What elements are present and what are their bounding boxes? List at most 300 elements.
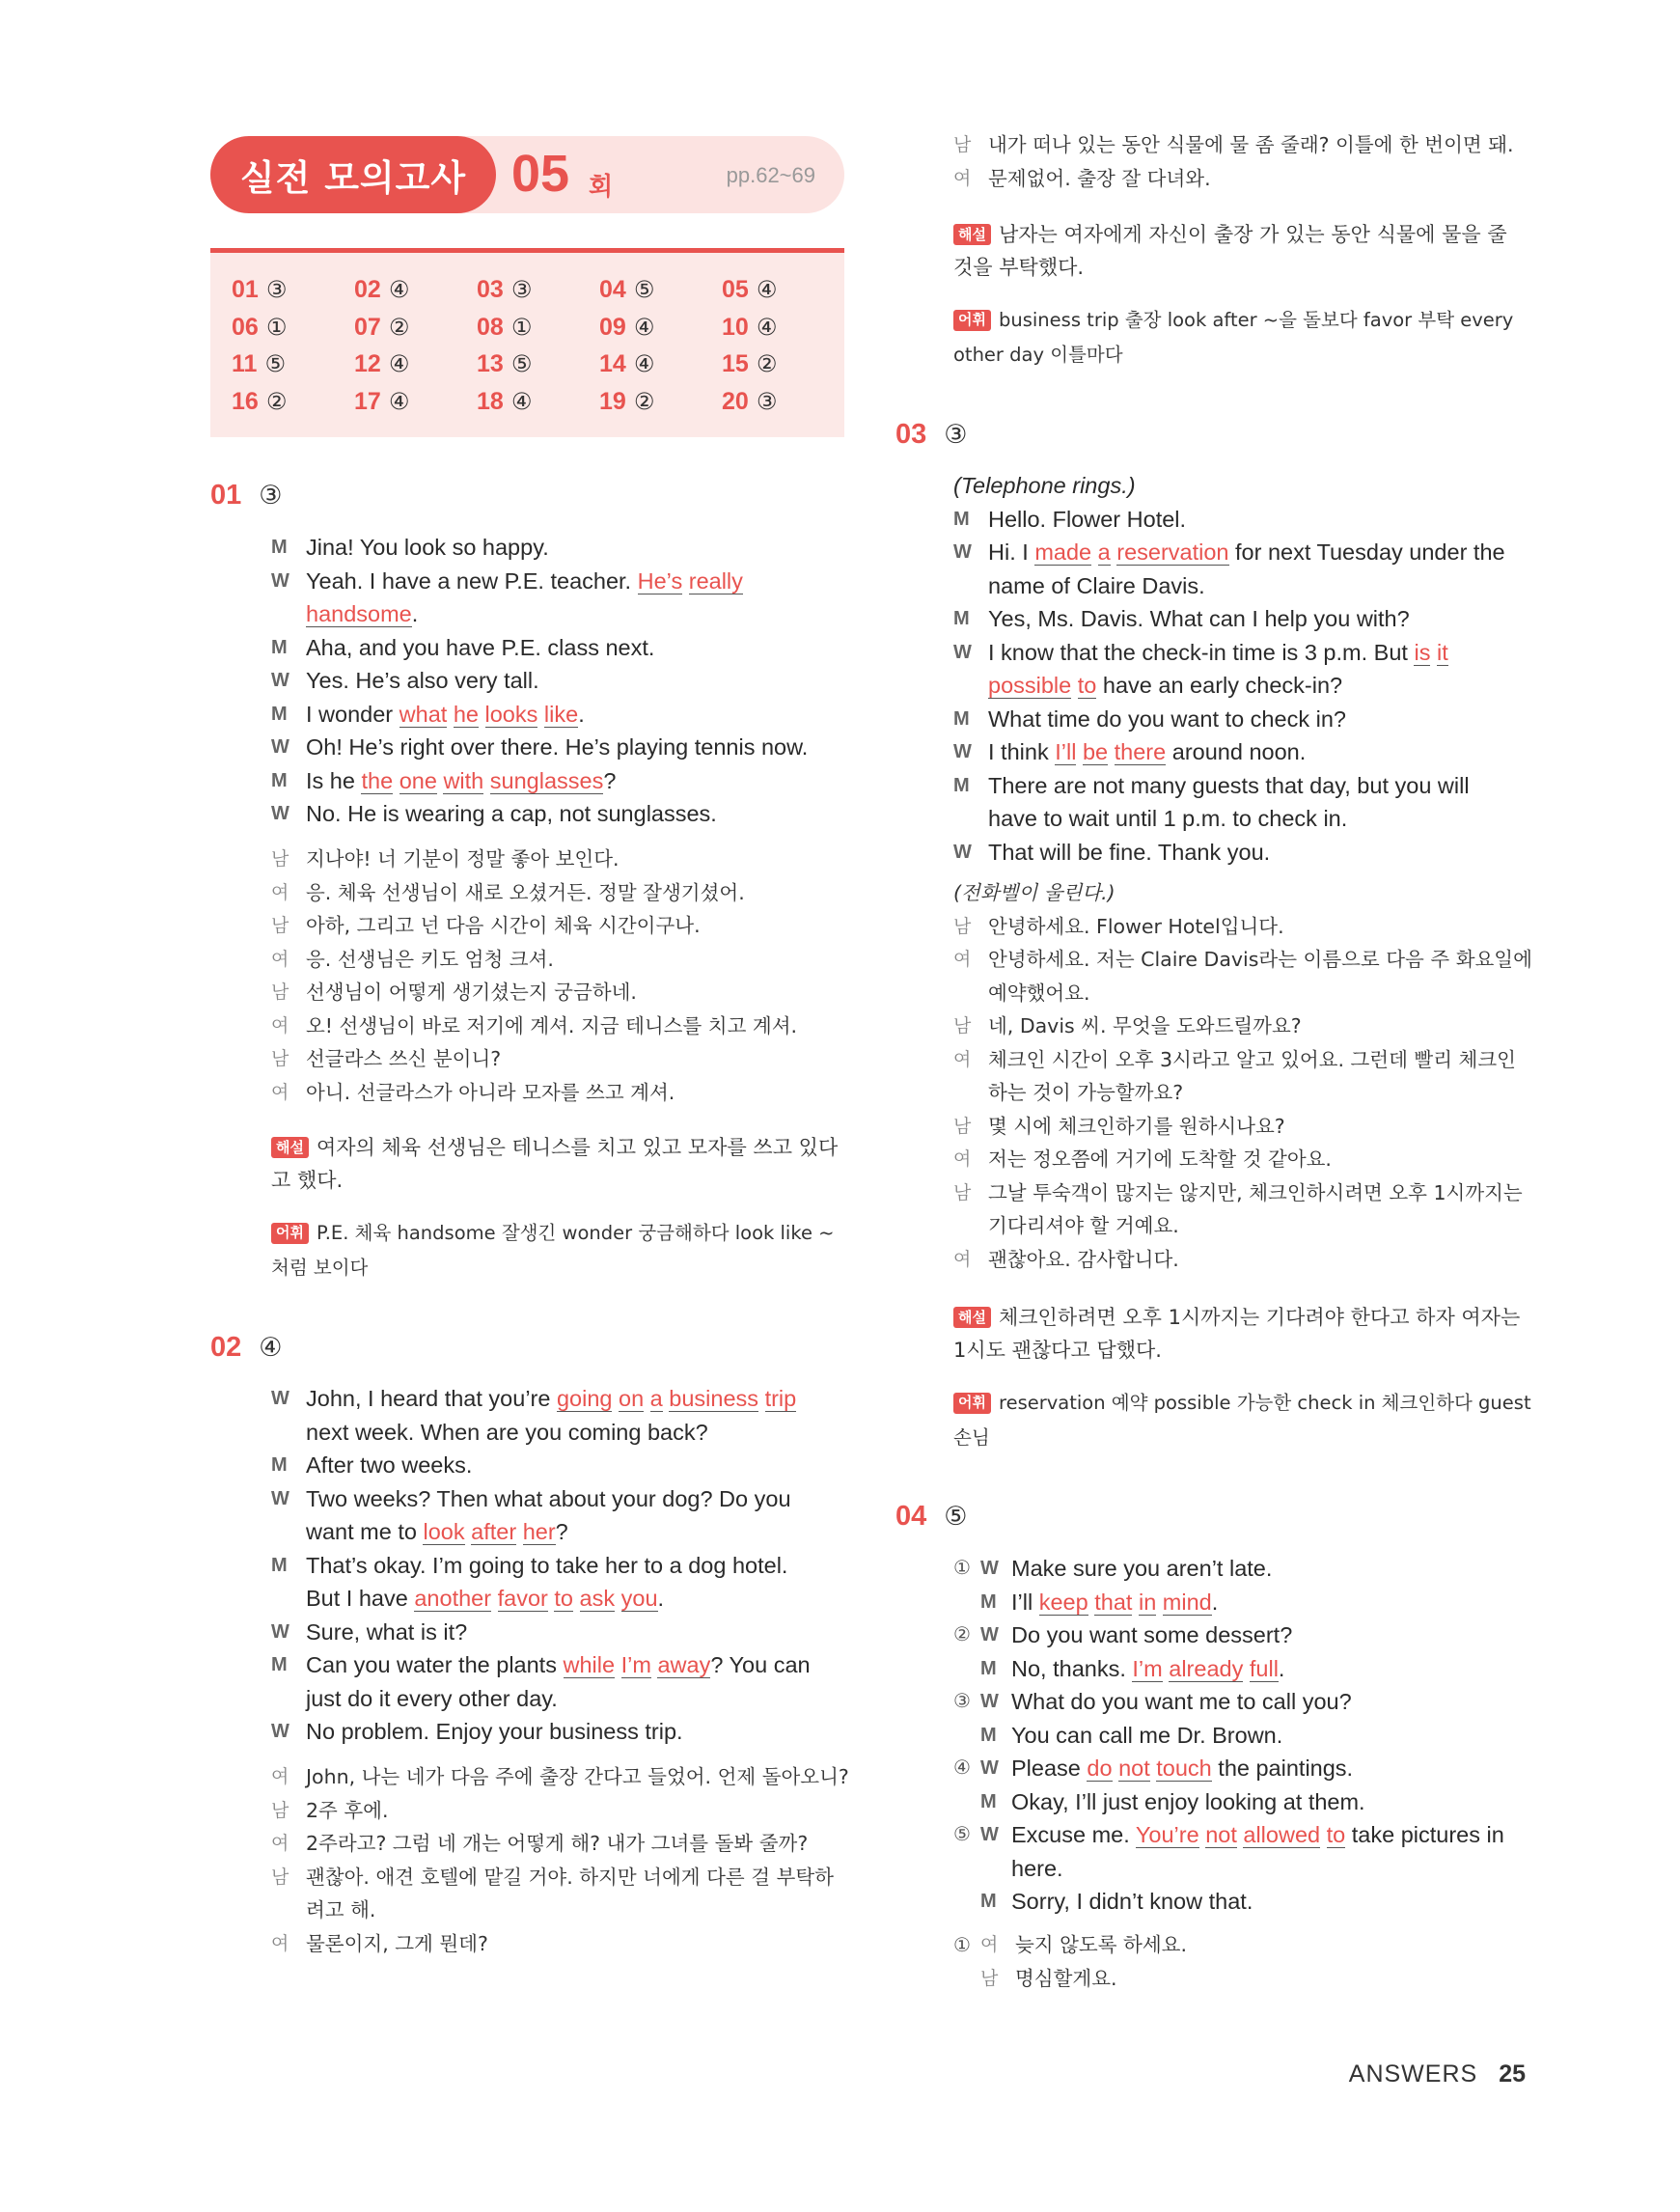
answer-choice: ⑤ [510, 350, 533, 377]
speaker-label: W [271, 803, 289, 824]
speaker-label [953, 669, 988, 703]
dialogue-fragment: Excuse me. [1011, 1822, 1136, 1847]
answer-choice: ④ [633, 313, 655, 341]
answer-choice: ① [510, 313, 533, 341]
speaker-label: 남 [271, 848, 289, 870]
dictation-blank: business [669, 1386, 759, 1411]
dialogue-text [306, 731, 850, 764]
dialogue-line [953, 503, 1532, 537]
dialogue-fragment [615, 1652, 621, 1677]
translation-line [271, 909, 850, 943]
dialogue-fragment: I think [988, 739, 1056, 764]
dialogue-line [953, 1618, 1532, 1652]
dictation-blank: not [1205, 1822, 1237, 1847]
option-number: ② [953, 1624, 971, 1645]
dialogue-line [953, 1552, 1532, 1586]
question-answer: ③ [944, 420, 968, 450]
answer-cell [599, 350, 722, 388]
answer-cell [354, 350, 477, 388]
dictation-blank: sunglasses [489, 767, 604, 793]
dialogue-fragment [483, 768, 490, 793]
dictation-blank: to [554, 1586, 573, 1611]
translation-line [953, 1928, 1532, 1962]
answer-key-grid [210, 248, 844, 437]
dictation-blank: you [620, 1586, 658, 1611]
speaker-label: 남 [980, 1967, 999, 1989]
question-03-dialogue-wrap [953, 469, 1532, 869]
option-number: ④ [953, 1757, 971, 1779]
question-number: 02 [210, 1332, 242, 1363]
dialogue-text [306, 664, 850, 698]
dialogue-line [271, 631, 850, 665]
answer-cell [232, 350, 354, 388]
answer-cell [477, 350, 599, 388]
dialogue-line [271, 764, 850, 798]
answer-choice: ⑤ [633, 276, 655, 303]
answer-cell [354, 276, 477, 314]
question-02-heading [210, 1332, 282, 1364]
dictation-blank: He’s [637, 567, 683, 594]
dictation-blank: allowed [1243, 1822, 1321, 1847]
dialogue-fragment: next week. When are you coming back? [306, 1419, 708, 1445]
dictation-blank: with [443, 767, 484, 793]
dialogue-line [953, 769, 1532, 803]
answer-number: 10 [722, 313, 749, 341]
answer-number: 11 [232, 350, 258, 377]
dialogue-text [1011, 1752, 1532, 1785]
dictation-blank: what [399, 701, 448, 727]
dictation-blank: made [1034, 539, 1092, 565]
dialogue-fragment [615, 1586, 621, 1611]
dialogue-fragment: . [1278, 1655, 1285, 1681]
dialogue-line [271, 1382, 850, 1416]
dialogue-fragment: ? You can [710, 1652, 811, 1677]
translation-text: 저는 정오쯤에 거기에 도착할 것 같아요. [988, 1147, 1332, 1171]
answer-choice: ③ [265, 276, 288, 303]
translation-line [953, 1243, 1532, 1277]
translation-text: 2주 후에. [306, 1798, 389, 1822]
vocab-text: reservation 예약 possible 가능한 check in 체크인하다 guest 손님 [953, 1392, 1531, 1449]
speaker-label: M [271, 1454, 288, 1476]
speaker-label: 여 [271, 1833, 289, 1854]
translation-line [271, 843, 850, 876]
question-04-heading [895, 1501, 967, 1533]
dialogue-text [988, 536, 1532, 569]
question-02-explanation [953, 218, 1532, 284]
dialogue-fragment: Sure, what is it? [306, 1618, 468, 1645]
dictation-blank: it [1436, 639, 1448, 665]
dialogue-line [953, 1586, 1532, 1619]
speaker-label: 여 [271, 1766, 289, 1787]
question-02-dialogue [271, 1382, 850, 1749]
speaker-label: W [953, 641, 972, 663]
dictation-blank: I’m [620, 1652, 651, 1677]
dialogue-line [953, 1818, 1532, 1852]
translation-text: 몇 시에 체크인하기를 원하시나요? [988, 1114, 1285, 1138]
dialogue-fragment: That’s okay. I’m going to take her to a dog hotel. [306, 1552, 788, 1578]
dialogue-fragment: ? [603, 767, 617, 793]
answer-number: 19 [599, 387, 626, 415]
answer-choice: ③ [756, 387, 778, 415]
question-answer: ⑤ [944, 1502, 968, 1532]
answer-choice: ③ [510, 276, 533, 303]
speaker-label: W [980, 1624, 999, 1645]
question-03-translation [953, 910, 1532, 1277]
dictation-blank: he [453, 701, 479, 727]
answer-choice: ④ [633, 350, 655, 377]
speaker-label: W [271, 670, 289, 691]
dialogue-text [988, 735, 1532, 769]
question-02-vocab [953, 302, 1532, 372]
speaker-label: 남 [271, 1799, 289, 1821]
speaker-label: W [271, 1721, 289, 1742]
question-number: 01 [210, 480, 242, 511]
dialogue-line [953, 1752, 1532, 1785]
dictation-blank: reservation [1116, 539, 1229, 565]
answer-number: 17 [354, 387, 381, 415]
dialogue-line [271, 797, 850, 831]
dictation-blank: touch [1156, 1756, 1212, 1781]
page-number: 25 [1499, 2060, 1526, 2088]
speaker-label: 여 [953, 1048, 972, 1070]
dialogue-fragment: . [657, 1586, 665, 1611]
dialogue-line [271, 1449, 850, 1482]
stage-direction-korean: (전화벨이 울린다.) [953, 881, 1115, 904]
dictation-blank: not [1118, 1756, 1150, 1781]
dictation-blank: in [1138, 1589, 1157, 1615]
dialogue-line [271, 731, 850, 764]
translation-text: John, 나는 네가 다음 주에 출장 간다고 들었어. 언제 돌아오니? [306, 1765, 849, 1788]
question-02-translation-part1 [271, 1760, 850, 1960]
dialogue-line [271, 597, 850, 631]
dialogue-fragment: That will be fine. Thank you. [988, 839, 1271, 865]
dialogue-line [271, 1582, 850, 1616]
question-01-explanation [271, 1131, 850, 1197]
dialogue-fragment: the paintings. [1211, 1756, 1354, 1781]
dialogue-fragment: I’ll [1011, 1589, 1039, 1615]
speaker-label: M [953, 774, 970, 796]
translation-line [953, 162, 1532, 196]
speaker-label: W [271, 569, 289, 592]
dictation-blank: on [619, 1386, 645, 1411]
dictation-blank: look [423, 1519, 465, 1544]
dictation-blank: handsome [306, 601, 412, 626]
answer-choice: ④ [510, 387, 533, 415]
explanation-text: 체크인하려면 오후 1시까지는 기다려야 한다고 하자 여자는 1시도 괜찮다고 답했다. [953, 1306, 1521, 1362]
speaker-label: W [980, 1824, 999, 1845]
dialogue-line [953, 802, 1532, 836]
speaker-label: 남 [271, 915, 289, 936]
dialogue-fragment: name of Claire Davis. [988, 572, 1205, 598]
dialogue-fragment: have to wait until 1 p.m. to check in. [988, 806, 1348, 831]
answer-number: 02 [354, 276, 381, 303]
translation-line [271, 1076, 850, 1110]
dialogue-fragment: What do you want me to call you? [1011, 1689, 1352, 1714]
test-header [210, 136, 844, 213]
vocab-tag: 어휘 [953, 1393, 991, 1414]
answer-number: 15 [722, 350, 749, 377]
answer-choice: ② [633, 387, 655, 415]
dictation-blank: after [471, 1519, 517, 1544]
translation-line [271, 1927, 850, 1961]
dictation-blank: be [1082, 739, 1109, 764]
dictation-blank: like [543, 701, 579, 727]
dictation-blank: do [1087, 1756, 1113, 1781]
test-title: 실전 모의고사 [210, 136, 496, 213]
dialogue-fragment [758, 1386, 765, 1411]
translation-text: 내가 떠나 있는 동안 식물에 물 좀 줄래? 이틀에 한 번이면 돼. [988, 133, 1514, 156]
translation-text: 아하, 그리고 넌 다음 시간이 체육 시간이구나. [306, 914, 701, 937]
translation-text: 선글라스 쓰신 분이니? [306, 1047, 502, 1070]
speaker-label: M [271, 769, 288, 791]
dialogue-fragment: Is he [306, 767, 362, 793]
speaker-label [980, 1852, 1011, 1886]
translation-text: 선생님이 어떻게 생기셨는지 궁금하네. [306, 981, 637, 1004]
answer-cell [599, 276, 722, 314]
speaker-label: W [980, 1757, 999, 1779]
dialogue-fragment: John, I heard that you’re [306, 1386, 557, 1411]
dialogue-text [306, 1715, 850, 1749]
dialogue-line [953, 1852, 1532, 1886]
answer-row [232, 314, 844, 351]
option-number: ① [953, 1558, 971, 1579]
question-number: 03 [895, 419, 927, 450]
speaker-label [271, 1515, 306, 1549]
dialogue-fragment: No, thanks. [1011, 1655, 1133, 1681]
test-number-suffix: 회 [589, 173, 614, 202]
speaker-label: 남 [271, 1866, 289, 1888]
question-04-translation [953, 1928, 1532, 1995]
dictation-blank: possible [988, 673, 1072, 698]
vocab-tag: 어휘 [953, 310, 991, 331]
dialogue-text [988, 703, 1532, 736]
translation-line [271, 876, 850, 910]
answer-choice: ② [265, 387, 288, 415]
dialogue-fragment [516, 1519, 523, 1544]
dialogue-line [953, 1885, 1532, 1919]
dialogue-fragment [1091, 539, 1098, 565]
answer-choice: ④ [388, 276, 410, 303]
dialogue-text [306, 1549, 850, 1583]
dialogue-line [271, 1549, 850, 1583]
translation-line [271, 976, 850, 1009]
dialogue-text [988, 769, 1532, 803]
test-number: 05 [511, 145, 570, 203]
dictation-blank: looks [484, 701, 538, 727]
dictation-blank: her [522, 1519, 556, 1544]
answer-choice: ④ [756, 313, 778, 341]
translation-text: 물론이지, 그게 뭔데? [306, 1931, 488, 1955]
dialogue-text [1011, 1552, 1532, 1586]
answer-choice: ④ [756, 276, 778, 303]
translation-text: 아니. 선글라스가 아니라 모자를 쓰고 계셔. [306, 1080, 675, 1104]
dialogue-fragment: around noon. [1166, 739, 1307, 764]
translation-text: 2주라고? 그럼 네 개는 어떻게 해? 내가 그녀를 돌봐 줄까? [306, 1832, 809, 1855]
dialogue-line [271, 1515, 850, 1549]
answer-cell [354, 314, 477, 351]
dialogue-fragment: here. [1011, 1855, 1063, 1881]
answer-cell [722, 314, 844, 351]
dialogue-fragment [573, 1586, 580, 1611]
speaker-label: 여 [271, 1932, 289, 1954]
dialogue-text [306, 698, 850, 732]
dialogue-fragment: just do it every other day. [306, 1685, 558, 1711]
speaker-label: W [271, 1620, 289, 1643]
speaker-label: M [980, 1790, 997, 1812]
dialogue-text [988, 836, 1532, 870]
speaker-label: 남 [953, 1115, 972, 1137]
translation-line [953, 1110, 1532, 1144]
translation-text: 명심할게요. [1015, 1966, 1117, 1990]
answer-row [232, 388, 844, 426]
answer-cell [354, 388, 477, 426]
dialogue-text [988, 569, 1532, 603]
vocab-text: business trip 출장 look after ~을 돌보다 favor 부탁 every other day 이틀마다 [953, 309, 1514, 366]
dictation-blank: You’re [1135, 1822, 1199, 1847]
stage-direction: (Telephone rings.) [953, 473, 1136, 498]
answer-number: 08 [477, 313, 504, 341]
translation-line [953, 1143, 1532, 1176]
speaker-label: 남 [271, 982, 289, 1003]
answer-number: 16 [232, 387, 259, 415]
dialogue-text [306, 1682, 850, 1716]
translation-text: 괜찮아요. 감사합니다. [988, 1247, 1179, 1271]
answer-cell [232, 388, 354, 426]
dialogue-line [953, 703, 1532, 736]
explanation-text: 여자의 체육 선생님은 테니스를 치고 있고 모자를 쓰고 있다고 했다. [271, 1136, 839, 1192]
dictation-blank: while [563, 1652, 616, 1677]
dictation-blank: keep [1038, 1589, 1088, 1615]
translation-text: 괜찮아. 애견 호텔에 맡길 거야. 하지만 너에게 다른 걸 부탁하려고 해. [306, 1865, 834, 1922]
dialogue-text [306, 1449, 850, 1482]
dialogue-fragment: Make sure you aren’t late. [1011, 1556, 1273, 1581]
speaker-label: M [271, 703, 288, 725]
question-number: 04 [895, 1501, 927, 1532]
dialogue-line [953, 836, 1532, 870]
translation-text: 문제없어. 출장 잘 다녀와. [988, 166, 1211, 190]
question-02-translation-part2 [953, 128, 1532, 195]
dialogue-line [271, 531, 850, 565]
dialogue-text [1011, 1719, 1532, 1753]
dictation-blank: a [649, 1386, 663, 1411]
answer-cell [232, 314, 354, 351]
dialogue-line [271, 664, 850, 698]
dialogue-fragment: Aha, and you have P.E. class next. [306, 634, 655, 660]
answer-number: 05 [722, 276, 749, 303]
speaker-label [271, 1682, 306, 1716]
dialogue-text [306, 565, 850, 598]
question-03-dialogue [953, 503, 1532, 870]
translation-text: 응. 체육 선생님이 새로 오셨거든. 정말 잘생기셨어. [306, 880, 745, 904]
speaker-label: W [953, 841, 972, 863]
speaker-label: 남 [953, 134, 972, 155]
question-01-vocab [271, 1215, 850, 1285]
option-number [953, 1785, 980, 1819]
dialogue-fragment: Yeah. I have a new P.E. teacher. [306, 567, 638, 594]
question-03-translation-wrap [953, 876, 1532, 1276]
answer-number: 20 [722, 387, 749, 415]
dialogue-fragment: . [411, 601, 419, 626]
vocab-tag: 어휘 [271, 1223, 309, 1244]
dictation-blank: to [1077, 673, 1097, 698]
dialogue-fragment: I know that the check-in time is 3 p.m. But [988, 639, 1415, 665]
dictation-blank: really [688, 567, 743, 594]
translation-line [953, 1176, 1532, 1243]
speaker-label [953, 569, 988, 603]
answer-number: 12 [354, 350, 381, 377]
speaker-label: M [980, 1657, 997, 1679]
dictation-blank: there [1114, 739, 1167, 764]
page-footer [1349, 2060, 1526, 2088]
speaker-label: 남 [953, 915, 972, 937]
dialogue-line [271, 1648, 850, 1682]
translation-line [953, 1009, 1532, 1043]
answer-cell [477, 314, 599, 351]
translation-text: 늦지 않도록 하세요. [1015, 1933, 1187, 1956]
speaker-label: M [980, 1590, 997, 1613]
speaker-label: M [271, 636, 288, 658]
answer-row [232, 276, 844, 314]
answer-number: 13 [477, 350, 504, 377]
question-03-heading [895, 419, 967, 451]
speaker-label: M [271, 537, 288, 558]
answer-cell [232, 276, 354, 314]
answer-cell [477, 276, 599, 314]
translation-text: 안녕하세요. Flower Hotel입니다. [988, 914, 1284, 938]
dialogue-line [953, 669, 1532, 703]
answer-choice: ② [388, 313, 410, 341]
vocab-text: P.E. 체육 handsome 잘생긴 wonder 궁금해하다 look like ~처럼 보이다 [271, 1222, 835, 1279]
dialogue-fragment: Yes. He’s also very tall. [306, 668, 539, 693]
dictation-blank: to [1326, 1822, 1346, 1847]
dialogue-line [953, 1719, 1532, 1753]
dialogue-fragment [644, 1386, 650, 1411]
translation-line [271, 1760, 850, 1794]
explanation-text: 남자는 여자에게 자신이 출장 가 있는 동안 식물에 물을 줄 것을 부탁했다. [953, 223, 1507, 279]
dialogue-line [271, 1715, 850, 1749]
answer-choice: ② [756, 350, 778, 377]
answer-choice: ⑤ [264, 350, 286, 377]
dialogue-fragment [1132, 1590, 1139, 1615]
answer-number: 18 [477, 387, 504, 415]
answer-choice: ① [265, 313, 288, 341]
dictation-blank: that [1094, 1589, 1133, 1615]
dialogue-text [1011, 1818, 1532, 1852]
dialogue-fragment: take pictures in [1345, 1822, 1504, 1847]
question-03-vocab [953, 1385, 1532, 1454]
dictation-blank: full [1249, 1655, 1279, 1681]
dialogue-text [306, 764, 850, 798]
translation-text: 그날 투숙객이 많지는 않지만, 체크인하시려면 오후 1시까지는 기다리셔야 할 거예요. [988, 1180, 1523, 1237]
speaker-label: M [953, 608, 970, 629]
speaker-label: W [980, 1558, 999, 1579]
speaker-label: 여 [953, 167, 972, 189]
answer-number: 01 [232, 276, 259, 303]
question-answer: ③ [259, 481, 283, 511]
translation-line [953, 910, 1532, 944]
dialogue-text [988, 636, 1532, 670]
dialogue-text [306, 1382, 850, 1416]
dialogue-fragment [1156, 1590, 1163, 1615]
speaker-label: W [271, 736, 289, 758]
translation-line [953, 1962, 1532, 1996]
answer-number: 04 [599, 276, 626, 303]
speaker-label: 남 [953, 1181, 972, 1203]
speaker-label: M [980, 1724, 997, 1746]
dialogue-line [953, 636, 1532, 670]
speaker-label [953, 802, 988, 836]
dictation-blank: is [1414, 639, 1431, 665]
